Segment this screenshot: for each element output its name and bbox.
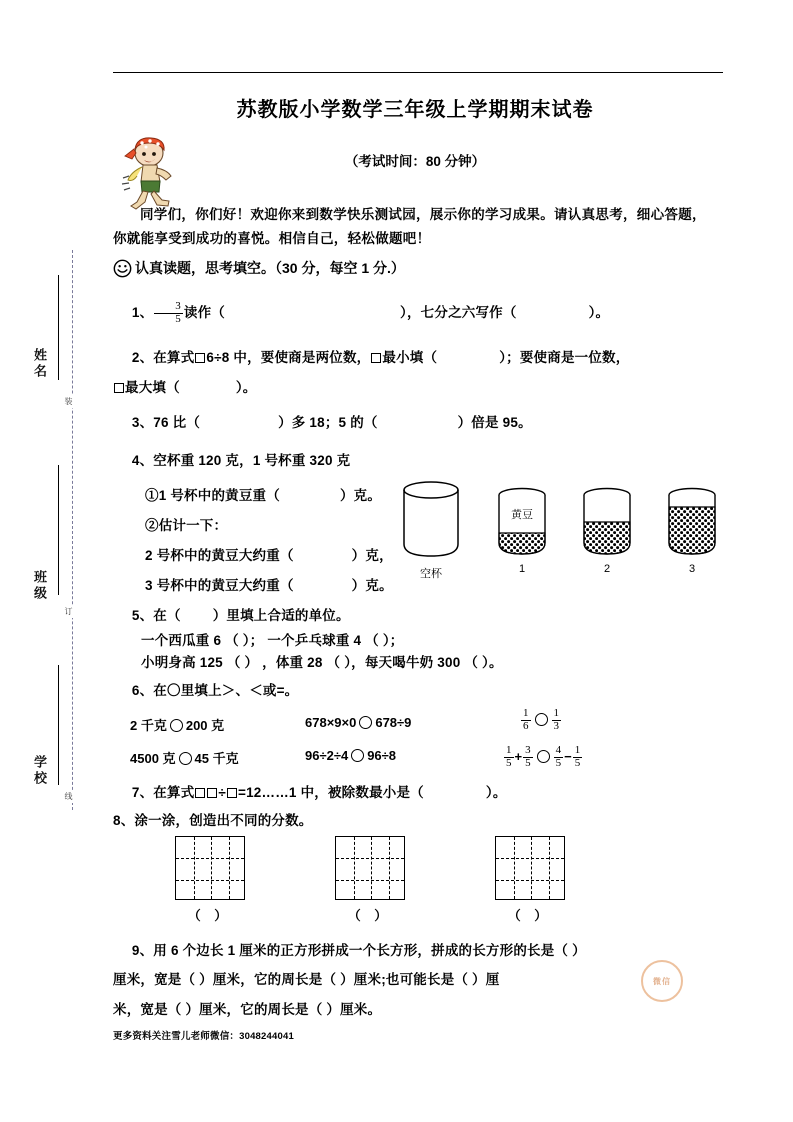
cup-empty: [400, 480, 462, 581]
question-5-line-2: 小明身高 125 （ ） ，体重 28 （ ），每天喝牛奶 300 （ ）。: [141, 655, 503, 670]
binding-margin: [0, 0, 105, 1122]
q1-text-b: ），七分之六写作（: [400, 305, 517, 320]
q6-cmp-row-1-mid: [305, 748, 396, 763]
grid-wrap-3: [495, 836, 565, 924]
q1-number: 1、: [131, 305, 154, 320]
mascot-boy-icon: [119, 134, 181, 210]
q7-box-3: [227, 788, 237, 798]
question-4-item-1: [145, 483, 381, 509]
q2-text-c: 最小填（: [382, 350, 438, 365]
q7-text-a: 7、在算式: [131, 785, 195, 800]
q6-circle-1[interactable]: [179, 752, 192, 765]
shade-grid-3[interactable]: [495, 836, 565, 900]
binding-label-name: 姓名: [32, 348, 47, 380]
q6-frac-c: $\frac{1}{5}$: [506, 744, 512, 769]
q6-m0-l: 678×9×0: [305, 715, 357, 730]
q6-cmp-fraction-row-1: [503, 745, 583, 769]
q2-text-d: ）；要使商是一位数，: [499, 350, 630, 365]
question-9-line-3: 米，宽是（ ）厘米，它的周长是（ ）厘米。: [113, 1002, 382, 1017]
q6-m0-r: 678÷9: [375, 715, 412, 730]
binding-mark-2: 线: [64, 792, 73, 801]
q4-item4-text: 3 号杯中的黄豆大约重（: [145, 578, 294, 593]
binding-label-school: 学校: [32, 755, 47, 787]
page-title: 苏教版小学数学三年级上学期期末试卷: [236, 99, 594, 121]
q6-frac-f: $\frac{1}{5}$: [574, 744, 581, 769]
binding-mark-1: 订: [64, 607, 73, 616]
question-4-item-2: ②估计一下：: [145, 518, 228, 533]
q3-text-c: ）倍是 95。: [457, 415, 532, 430]
cup-3: [665, 486, 719, 575]
section-heading-label: 认真读题，思考填空。（30 分，每空 1 分.）: [135, 260, 405, 276]
question-1: [113, 300, 609, 326]
question-2-line2: [113, 375, 256, 401]
q6-cmp-row-1-left: [130, 748, 239, 767]
q5-head-b: ）里填上合适的单位。: [212, 608, 350, 623]
cups-figure: [400, 476, 725, 581]
q6-frac-e: $\frac{4}{5}$: [555, 744, 562, 769]
q4-item1-text: ①1 号杯中的黄豆重（: [145, 488, 280, 503]
question-4-item-3: [145, 543, 393, 569]
section-heading: [113, 258, 405, 278]
shade-grid-2[interactable]: [335, 836, 405, 900]
q6-r1-r: 45 千克: [194, 751, 239, 766]
q6-minus-sign: −: [564, 749, 572, 765]
exam-duration: （考试时间：80 分钟）: [344, 154, 486, 169]
q7-box-2: [207, 788, 217, 798]
q7-text-c: =12……1 中，被除数最小是（: [238, 785, 424, 800]
grid-1-blank: （ ）: [187, 908, 233, 923]
question-3: [113, 410, 532, 436]
q6-r1-l: 4500 克: [130, 751, 176, 766]
grid-wrap-2: [335, 836, 405, 924]
cup-1: [495, 486, 549, 575]
q1-text-a: 读作（: [183, 305, 226, 320]
q7-text-d: ）。: [485, 785, 507, 800]
q1-text-c: ）。: [588, 305, 610, 320]
q3-text-b: ）多 18；5 的（: [278, 415, 378, 430]
cup-3-label: 3: [688, 563, 696, 575]
grid-2-blank: （ ）: [347, 908, 393, 923]
q3-text-a: 3、76 比（: [131, 415, 201, 430]
question-8-head: 8、涂一涂，创造出不同的分数。: [113, 813, 313, 828]
q2-text-a: 2、在算式: [131, 350, 195, 365]
q2-text-e: 最大填（: [125, 380, 180, 395]
grid-wrap-1: [175, 836, 245, 924]
q2-text-f: ）。: [235, 380, 257, 395]
q2-blank-box-2: [371, 353, 381, 363]
question-5-head: [113, 603, 350, 629]
q4-item3-end: ）克，: [351, 548, 393, 563]
binding-segment-1: [58, 465, 59, 595]
q6-frac-d: $\frac{3}{5}$: [525, 744, 531, 769]
question-2: [113, 345, 721, 371]
cup-2-label: 2: [603, 563, 611, 575]
wechat-watermark-seal: 微信: [641, 960, 683, 1002]
binding-segment-0: [58, 275, 59, 380]
exam-sheet: [105, 0, 793, 1122]
footer-note: 更多资料关注雪儿老师微信：3048244041: [113, 1031, 294, 1042]
q6-cmp-row-0-mid: [305, 715, 411, 730]
q6-frac-a: $\frac{1}{6}$: [523, 707, 529, 732]
question-9-line-2: 厘米，宽是（ ）厘米，它的周长是（ ）厘米;也可能长是（ ）厘: [113, 972, 500, 987]
question-4-item-4: [145, 573, 393, 599]
q7-box-1: [195, 788, 205, 798]
q2-text-b: 6÷8 中，要使商是两位数，: [206, 350, 371, 365]
svg-text:黄豆: 黄豆: [511, 509, 533, 521]
q1-fraction: $\frac{3}{5}$: [154, 301, 183, 325]
q6-plus-sign: +: [514, 749, 523, 765]
smiley-icon: [113, 259, 132, 278]
q6-cmp-fraction-row-0: [520, 708, 562, 732]
q6-circle-2[interactable]: [359, 716, 372, 729]
q6-cmp-row-0-left: [130, 715, 224, 734]
question-4-head: 4、空杯重 120 克，1 号杯重 320 克: [131, 453, 351, 468]
q6-circle-3[interactable]: [351, 749, 364, 762]
cup-1-label: 1: [518, 563, 526, 575]
q4-item4-end: ）克。: [351, 578, 393, 593]
binding-segment-2: [58, 665, 59, 785]
q6-circle-4[interactable]: [535, 713, 548, 726]
q6-m1-r: 96÷8: [367, 748, 397, 763]
q2-blank-box-3: [114, 383, 124, 393]
question-8-grids: [113, 836, 723, 932]
q5-head-a: 5、在（: [131, 608, 181, 623]
cup-empty-label: 空杯: [420, 568, 442, 580]
header-rule: [113, 72, 723, 73]
q7-text-b: ÷: [218, 785, 227, 800]
q4-item1-end: ）克。: [339, 488, 382, 503]
question-5-line-1: 一个西瓜重 6 （ ）； 一个乒乓球重 4 （ ）；: [141, 633, 404, 648]
q6-r0-l: 2 千克: [130, 718, 167, 733]
q6-r0-r: 200 克: [185, 718, 225, 733]
q6-m1-l: 96÷2÷4: [305, 748, 349, 763]
q6-circle-0[interactable]: [170, 719, 183, 732]
question-6-head: 6、在〇里填上＞、＜或=。: [131, 683, 299, 698]
binding-label-class: 班级: [32, 570, 47, 602]
q6-circle-5[interactable]: [537, 750, 550, 763]
cup-2: [580, 486, 634, 575]
intro-paragraph: 同学们，你们好！欢迎你来到数学快乐测试园，展示你的学习成果。请认真思考，细心答题，你就能享受到成功的喜悦。相信自己，轻松做题吧！: [113, 207, 706, 246]
question-7: [113, 780, 507, 806]
grid-3-blank: （ ）: [507, 908, 553, 923]
q2-blank-box-1: [195, 353, 205, 363]
question-9-line-1: 9、用 6 个边长 1 厘米的正方形拼成一个长方形，拼成的长方形的长是（ ）: [131, 943, 586, 958]
shade-grid-1[interactable]: [175, 836, 245, 900]
binding-dashed-line: [72, 250, 73, 810]
q4-item3-text: 2 号杯中的黄豆大约重（: [145, 548, 294, 563]
binding-mark-0: 装: [64, 397, 73, 406]
q6-frac-b: $\frac{1}{3}$: [553, 707, 559, 732]
